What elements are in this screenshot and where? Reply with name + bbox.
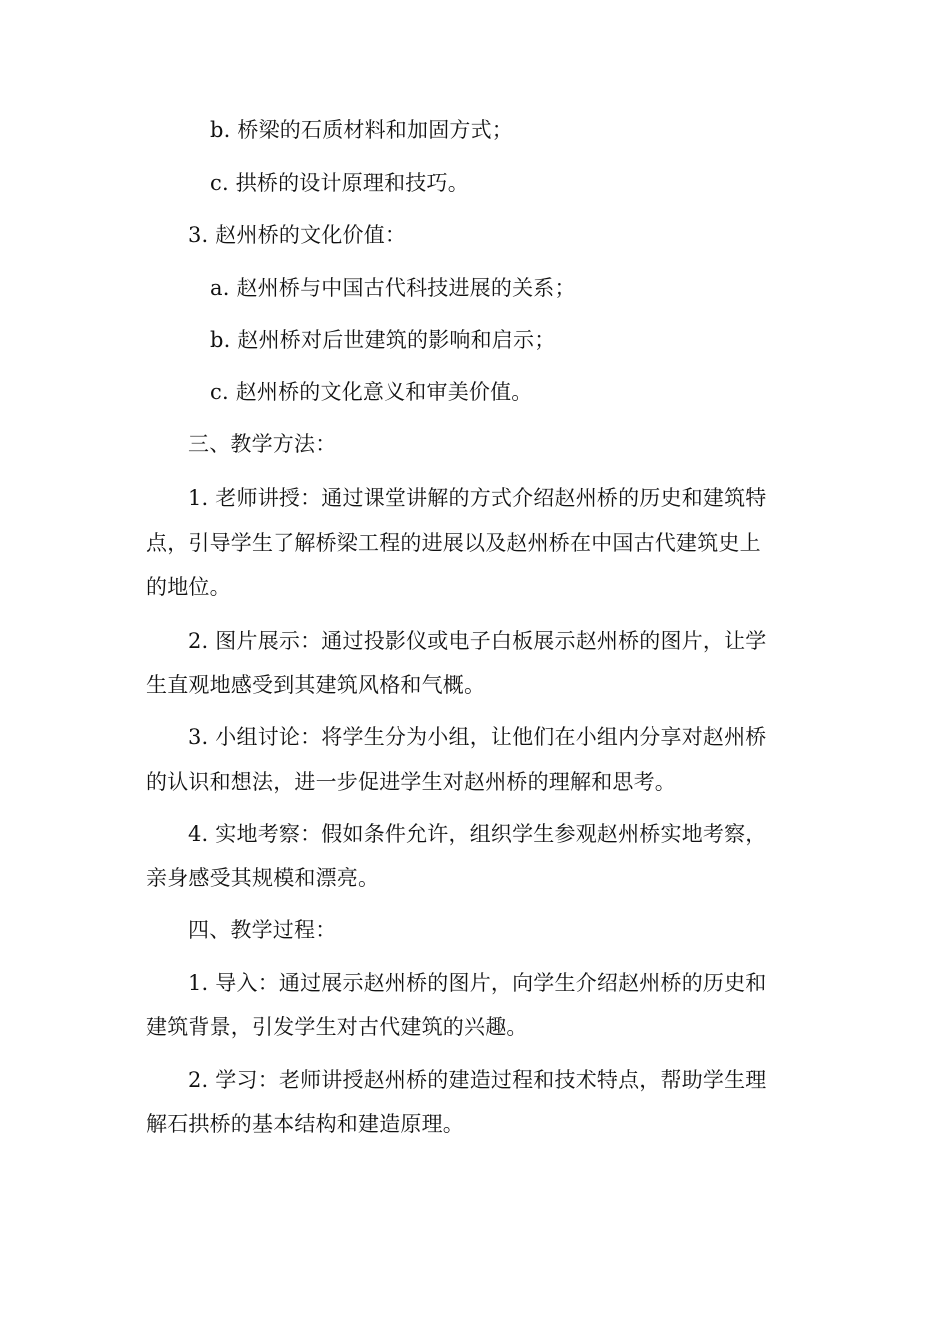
process-2-line-2: 解石拱桥的基本结构和建造原理。 <box>146 1112 464 1136</box>
method-2-line-2: 生直观地感受到其建筑风格和气概。 <box>146 673 486 697</box>
method-4-line-1: 4. 实地考察：假如条件允许，组织学生参观赵州桥实地考察， <box>188 822 767 846</box>
list-item-3a: a. 赵州桥与中国古代科技进展的关系； <box>210 276 576 300</box>
method-1-line-3: 的地位。 <box>146 575 231 599</box>
process-2-line-1: 2. 学习：老师讲授赵州桥的建造过程和技术特点，帮助学生理 <box>188 1068 767 1092</box>
list-item-2b: b. 桥梁的石质材料和加固方式； <box>210 118 513 142</box>
method-3-line-1: 3. 小组讨论：将学生分为小组，让他们在小组内分享对赵州桥 <box>188 725 767 749</box>
method-1-line-2: 点，引导学生了解桥梁工程的进展以及赵州桥在中国古代建筑史上 <box>146 531 761 555</box>
method-3-line-2: 的认识和想法，进一步促进学生对赵州桥的理解和思考。 <box>146 770 676 794</box>
section-3-title: 3. 赵州桥的文化价值： <box>188 223 407 247</box>
method-1-line-1: 1. 老师讲授：通过课堂讲解的方式介绍赵州桥的历史和建筑特 <box>188 486 767 510</box>
heading-teaching-process: 四、教学过程： <box>188 918 337 942</box>
list-item-3c: c. 赵州桥的文化意义和审美价值。 <box>210 380 533 404</box>
list-item-2c: c. 拱桥的设计原理和技巧。 <box>210 171 469 195</box>
list-item-3b: b. 赵州桥对后世建筑的影响和启示； <box>210 328 556 352</box>
heading-teaching-methods: 三、教学方法： <box>188 432 337 456</box>
process-1-line-2: 建筑背景，引发学生对古代建筑的兴趣。 <box>146 1015 528 1039</box>
process-1-line-1: 1. 导入：通过展示赵州桥的图片，向学生介绍赵州桥的历史和 <box>188 971 767 995</box>
method-2-line-1: 2. 图片展示：通过投影仪或电子白板展示赵州桥的图片，让学 <box>188 629 767 653</box>
method-4-line-2: 亲身感受其规模和漂亮。 <box>146 866 380 890</box>
